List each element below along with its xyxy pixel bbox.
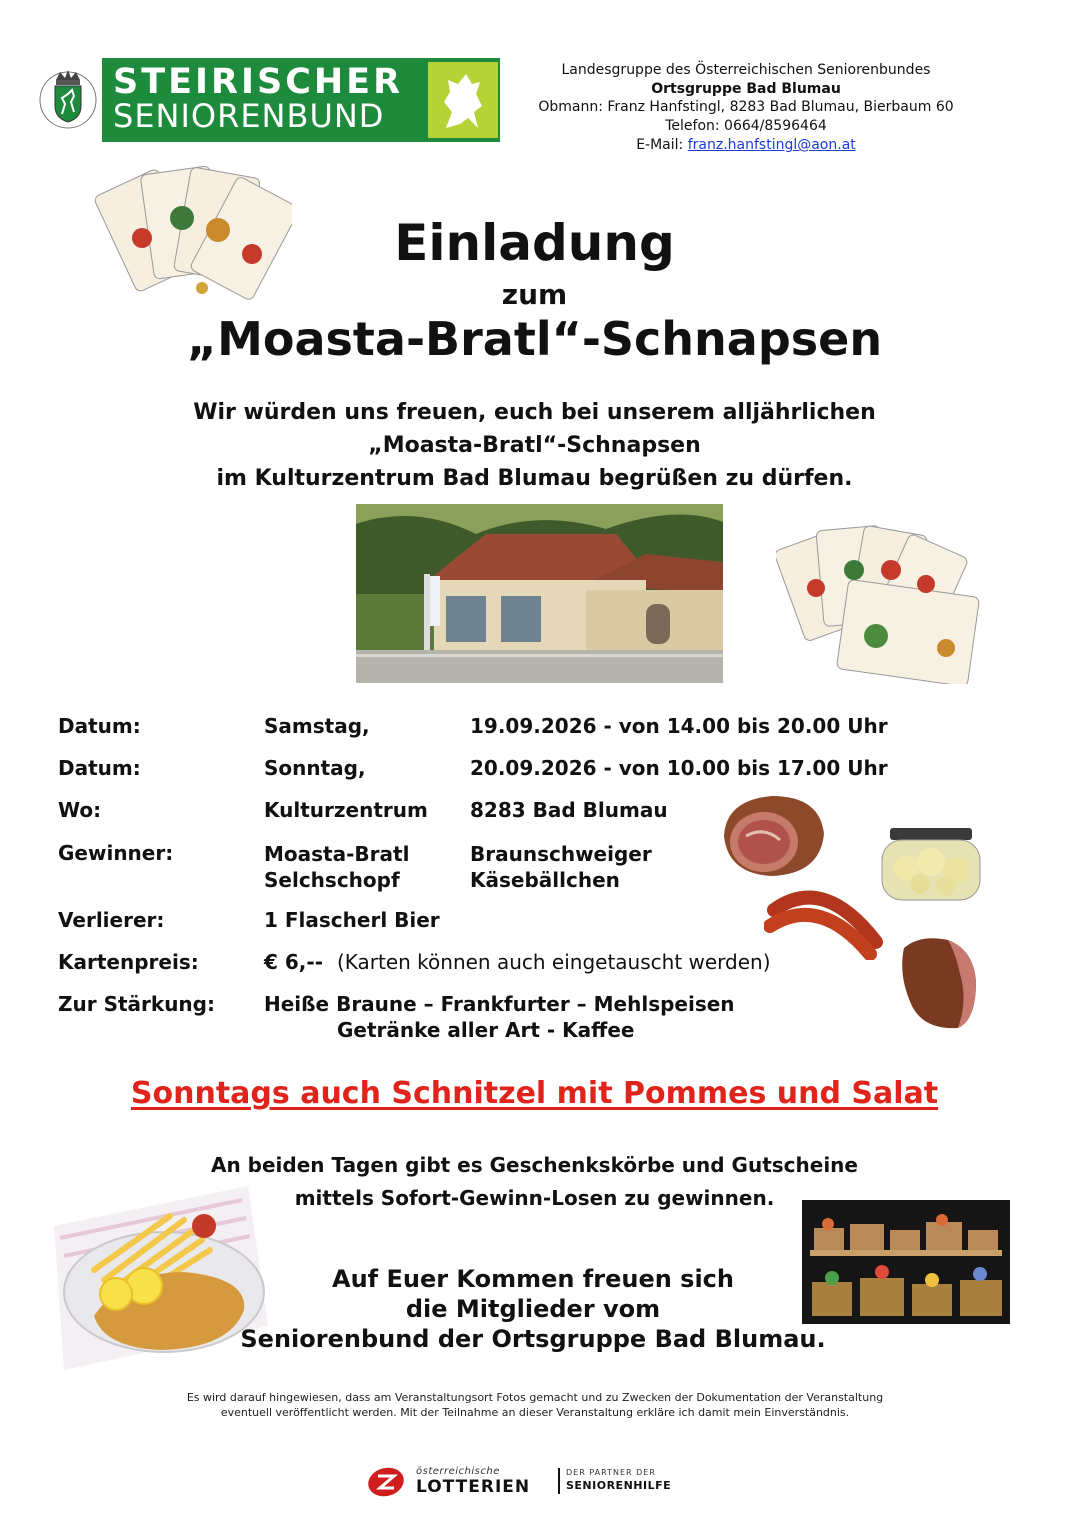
disclaimer-line-2: eventuell veröffentlicht werden. Mit der Teilnahme an dieser Veranstaltung erkläre ich damit mein Einverständnis. [220,1406,850,1419]
label-staerkung: Zur Stärkung: [58,992,215,1016]
logo-text-steirischer: STEIRISCHER [113,62,404,102]
kartenpreis-row [264,950,771,974]
datum-2-detail: 20.09.2026 - von 10.00 bis 17.00 Uhr [470,756,888,780]
kartenpreis-note: (Karten können auch eingetauscht werden) [336,950,771,974]
intro-line-2: „Moasta-Bratl“-Schnapsen [368,433,701,458]
header-line-email [508,136,984,155]
lotterien-sponsor-logo [366,1466,706,1498]
selchschopf-image [894,930,982,1034]
gewinner-b1: Braunschweiger [470,842,652,866]
panther-icon [428,62,498,138]
label-datum-2: Datum: [58,756,141,780]
closing-line-2: die Mitglieder vom [405,1295,661,1323]
email-link[interactable]: franz.hanfstingl@aon.at [687,137,856,153]
staerkung-line-2: Getränke aller Art - Kaffee [337,1018,635,1042]
label-datum-1: Datum: [58,714,141,738]
sponsor-small-1: österreichische [416,1466,500,1477]
email-label: E-Mail: [636,137,688,153]
header-line-ortsgruppe: Ortsgruppe Bad Blumau [651,81,841,97]
gewinner-col-a [264,841,409,893]
intro-line-1: Wir würden uns freuen, euch bei unserem alljährlichen [193,400,876,425]
verlierer-value: 1 Flascherl Bier [264,908,440,932]
gewinner-a2: Selchschopf [264,868,400,892]
gift-line-1: An beiden Tagen gibt es Geschenkskörbe und Gutscheine [211,1153,858,1177]
steiermark-crest-icon [38,58,98,140]
closing-line-1: Auf Euer Kommen freuen sich [332,1265,734,1293]
playing-cards-image-right [776,518,990,684]
header-line-obmann: Obmann: Franz Hanfstingl, 8283 Bad Blumau, Bierbaum 60 [538,99,954,115]
intro-text [0,396,1069,495]
ham-image [716,786,832,882]
header-line-landesgruppe: Landesgruppe des Österreichischen Seniorenbundes [561,62,931,78]
closing-line-3: Seniorenbund der Ortsgruppe Bad Blumau. [240,1325,826,1353]
label-kartenpreis: Kartenpreis: [58,950,199,974]
disclaimer-line-1: Es wird darauf hingewiesen, dass am Veranstaltungsort Fotos gemacht und zu Zwecken der Dokumentation der Veranstaltung [186,1391,884,1404]
photo-disclaimer [110,1390,960,1420]
kulturzentrum-photo [356,504,723,683]
title-main: „Moasta-Bratl“-Schnapsen [186,312,883,366]
datum-1-detail: 19.09.2026 - von 14.00 bis 20.00 Uhr [470,714,888,738]
gift-line-2: mittels Sofort-Gewinn-Losen zu gewinnen. [294,1186,775,1210]
label-wo: Wo: [58,798,102,822]
kartenpreis-value: € 6,-- [264,950,323,974]
logo-text-seniorenbund: SENIORENBUND [113,97,385,135]
label-gewinner: Gewinner: [58,841,174,865]
sunday-schnitzel-note: Sonntags auch Schnitzel mit Pommes und Salat [130,1076,939,1111]
gewinner-col-b [470,841,652,893]
sponsor-divider [558,1468,560,1494]
sponsor-small-2: DER PARTNER DER [566,1468,656,1477]
title-zum: zum [501,278,568,311]
wo-town: 8283 Bad Blumau [470,798,668,822]
cheese-balls-jar-image [876,822,986,904]
wo-place: Kulturzentrum [264,798,428,822]
label-verlierer: Verlierer: [58,908,165,932]
gewinner-a1: Moasta-Bratl [264,842,410,866]
gewinner-b2: Käsebällchen [470,868,620,892]
sponsor-big-2: SENIORENHILFE [566,1479,672,1492]
datum-2-day: Sonntag, [264,756,366,780]
intro-line-3: im Kulturzentrum Bad Blumau begrüßen zu dürfen. [216,466,853,491]
header-line-telefon: Telefon: 0664/8596464 [665,118,827,134]
closing-text [200,1264,866,1354]
staerkung-line-1: Heiße Braune – Frankfurter – Mehlspeisen [264,992,735,1016]
datum-1-day: Samstag, [264,714,370,738]
title-einladung: Einladung [394,214,675,272]
sponsor-big-1: LOTTERIEN [416,1477,531,1497]
frankfurter-sausages-image [764,880,886,960]
lotterien-logo-icon [366,1466,412,1498]
